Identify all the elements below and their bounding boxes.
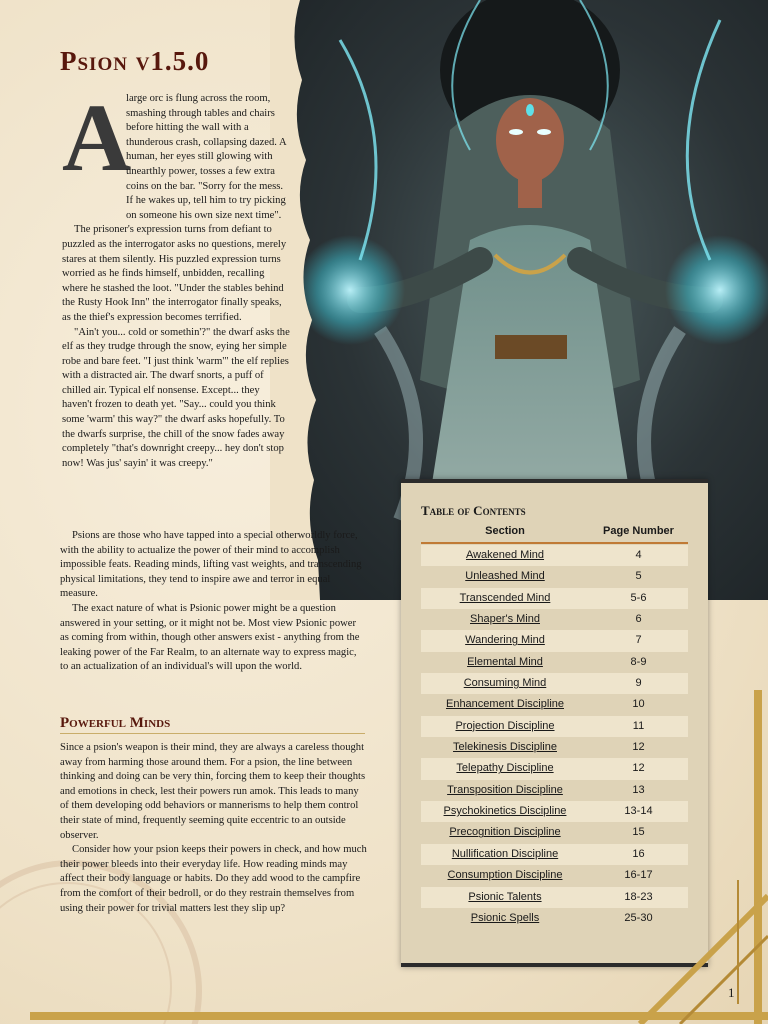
toc-page: 6	[635, 613, 642, 626]
toc-link[interactable]: Transposition Discipline	[447, 783, 563, 796]
toc-link[interactable]: Psychokinetics Discipline	[443, 805, 567, 818]
toc-link[interactable]: Telepathy Discipline	[456, 762, 554, 775]
toc-link[interactable]: Awakened Mind	[465, 549, 545, 561]
toc-link[interactable]: Projection Discipline	[455, 719, 555, 732]
toc-title: Table of Contents	[421, 503, 526, 518]
toc-page: 16-17	[624, 869, 653, 882]
toc-page: 5	[635, 570, 642, 583]
toc-page: 10	[632, 698, 645, 711]
toc-link[interactable]: Wandering Mind	[465, 634, 545, 647]
toc-page: 4	[635, 549, 642, 561]
toc-page: 5-6	[630, 591, 647, 604]
toc-link[interactable]: Shaper's Mind	[470, 613, 540, 626]
body-paragraph: Consider how your psion keeps their powers in check, and how much their power bleeds into their everyday life. How reading minds may affect their body language or habits. Do they add wood to the campfire from the comfort of their bedroll, or do they restrain themselves from using their power for trivial matters lest they slip up?	[60, 844, 367, 914]
toc-page: 8-9	[630, 655, 647, 668]
toc-link[interactable]: Consumption Discipline	[447, 869, 563, 882]
toc-link[interactable]: Transcended Mind	[459, 591, 551, 604]
toc-page: 13	[632, 783, 645, 796]
body-paragraph: The exact nature of what is Psionic power might be a question answered in your setting, or it might not be. Most view Psionic power as coming from within, though other answers exist - anything from the leaking power of the Far Realm, to an alternate way to express magic, to an actualization of an individual's will upon the world.	[60, 602, 360, 673]
section-heading-powerful-minds: Powerful Minds	[60, 715, 365, 734]
page-number: 1	[728, 985, 735, 1000]
intro-paragraph: The prisoner's expression turns from defiant to puzzled as the interrogator asks no questions, merely stares at them silently. His puzzled expression turns worried as he finds himself, unbidden, recalling where he stashed the loot. "Under the stables behind the Rusty Hook Inn" the interrogator finally speaks, as the thief's expression becomes terrified.	[62, 224, 287, 323]
toc-header-section: Section	[485, 525, 525, 537]
toc-page: 13-14	[624, 805, 653, 818]
toc-page: 12	[632, 762, 645, 775]
toc-link[interactable]: Unleashed Mind	[465, 570, 545, 583]
toc-page: 15	[632, 826, 645, 839]
toc-link[interactable]: Psionic Spells	[470, 911, 540, 924]
toc-link[interactable]: Precognition Discipline	[449, 826, 561, 839]
toc-link[interactable]: Psionic Talents	[468, 890, 542, 903]
toc-link[interactable]: Consuming Mind	[463, 677, 547, 690]
toc-page: 11	[632, 719, 645, 732]
toc-page: 18-23	[624, 890, 653, 903]
intro-paragraph: "Ain't you... cold or somethin'?" the dwarf asks the elf as they trudge through the snow, eying her simple robe and bare feet. "I just think 'warm'" the elf replies with a distracted air. The dwarf snorts, a puff of chilled air. Typical elf nonsense. Except... they haven't frozen to death yet. "Say... could you think some 'warm' this way?" the dwarf asks hopefully. To the dwarfs surprise, the chill of the snow fades away completely "that's downright creepy... hey don't stop now! Was jus' sayin' it was creepy."	[62, 326, 290, 469]
toc-page: 25-30	[624, 911, 653, 924]
intro-paragraph: large orc is flung across the room, smashing through tables and chairs before hitting the wall with a thunderous crash, collapsing dazed. A human, her eyes still glowing with unearthly power, tosses a few extra coins on the bar. "Sorry for the mess. If he wakes up, tell him to try picking on someone his own size next time".	[126, 93, 287, 221]
toc-header-page: Page Number	[603, 525, 674, 537]
toc-page: 16	[632, 847, 645, 860]
toc-page: 7	[635, 634, 642, 647]
toc-link[interactable]: Elemental Mind	[467, 655, 543, 668]
page-title: Psion v1.5.0	[60, 46, 210, 76]
toc-page: 9	[635, 677, 642, 690]
body-paragraph: Since a psion's weapon is their mind, they are always a careless thought away from harming those around them. For a psion, the line between thinking and doing can be very thin, forcing them to keep their thoughts and emotions in check, lest their powers run amok. This leads to many of them developing odd behaviors or mannerisms to help them control their state of mind, frequently seeming quite eccentric to an outside observer.	[60, 742, 366, 841]
toc-page: 12	[632, 741, 645, 754]
toc-link[interactable]: Nullification Discipline	[451, 847, 559, 860]
toc-link[interactable]: Enhancement Discipline	[445, 698, 564, 711]
toc-link[interactable]: Telekinesis Discipline	[453, 741, 557, 754]
drop-cap: A	[62, 84, 132, 191]
body-paragraph: Psions are those who have tapped into a special otherworldly force, with the ability to actualize the power of their mind to accomplish impossible feats. Reading minds, lifting vast weights, and transcending physical limitations, they tend to inspire awe and terror in equal measure.	[60, 530, 362, 600]
